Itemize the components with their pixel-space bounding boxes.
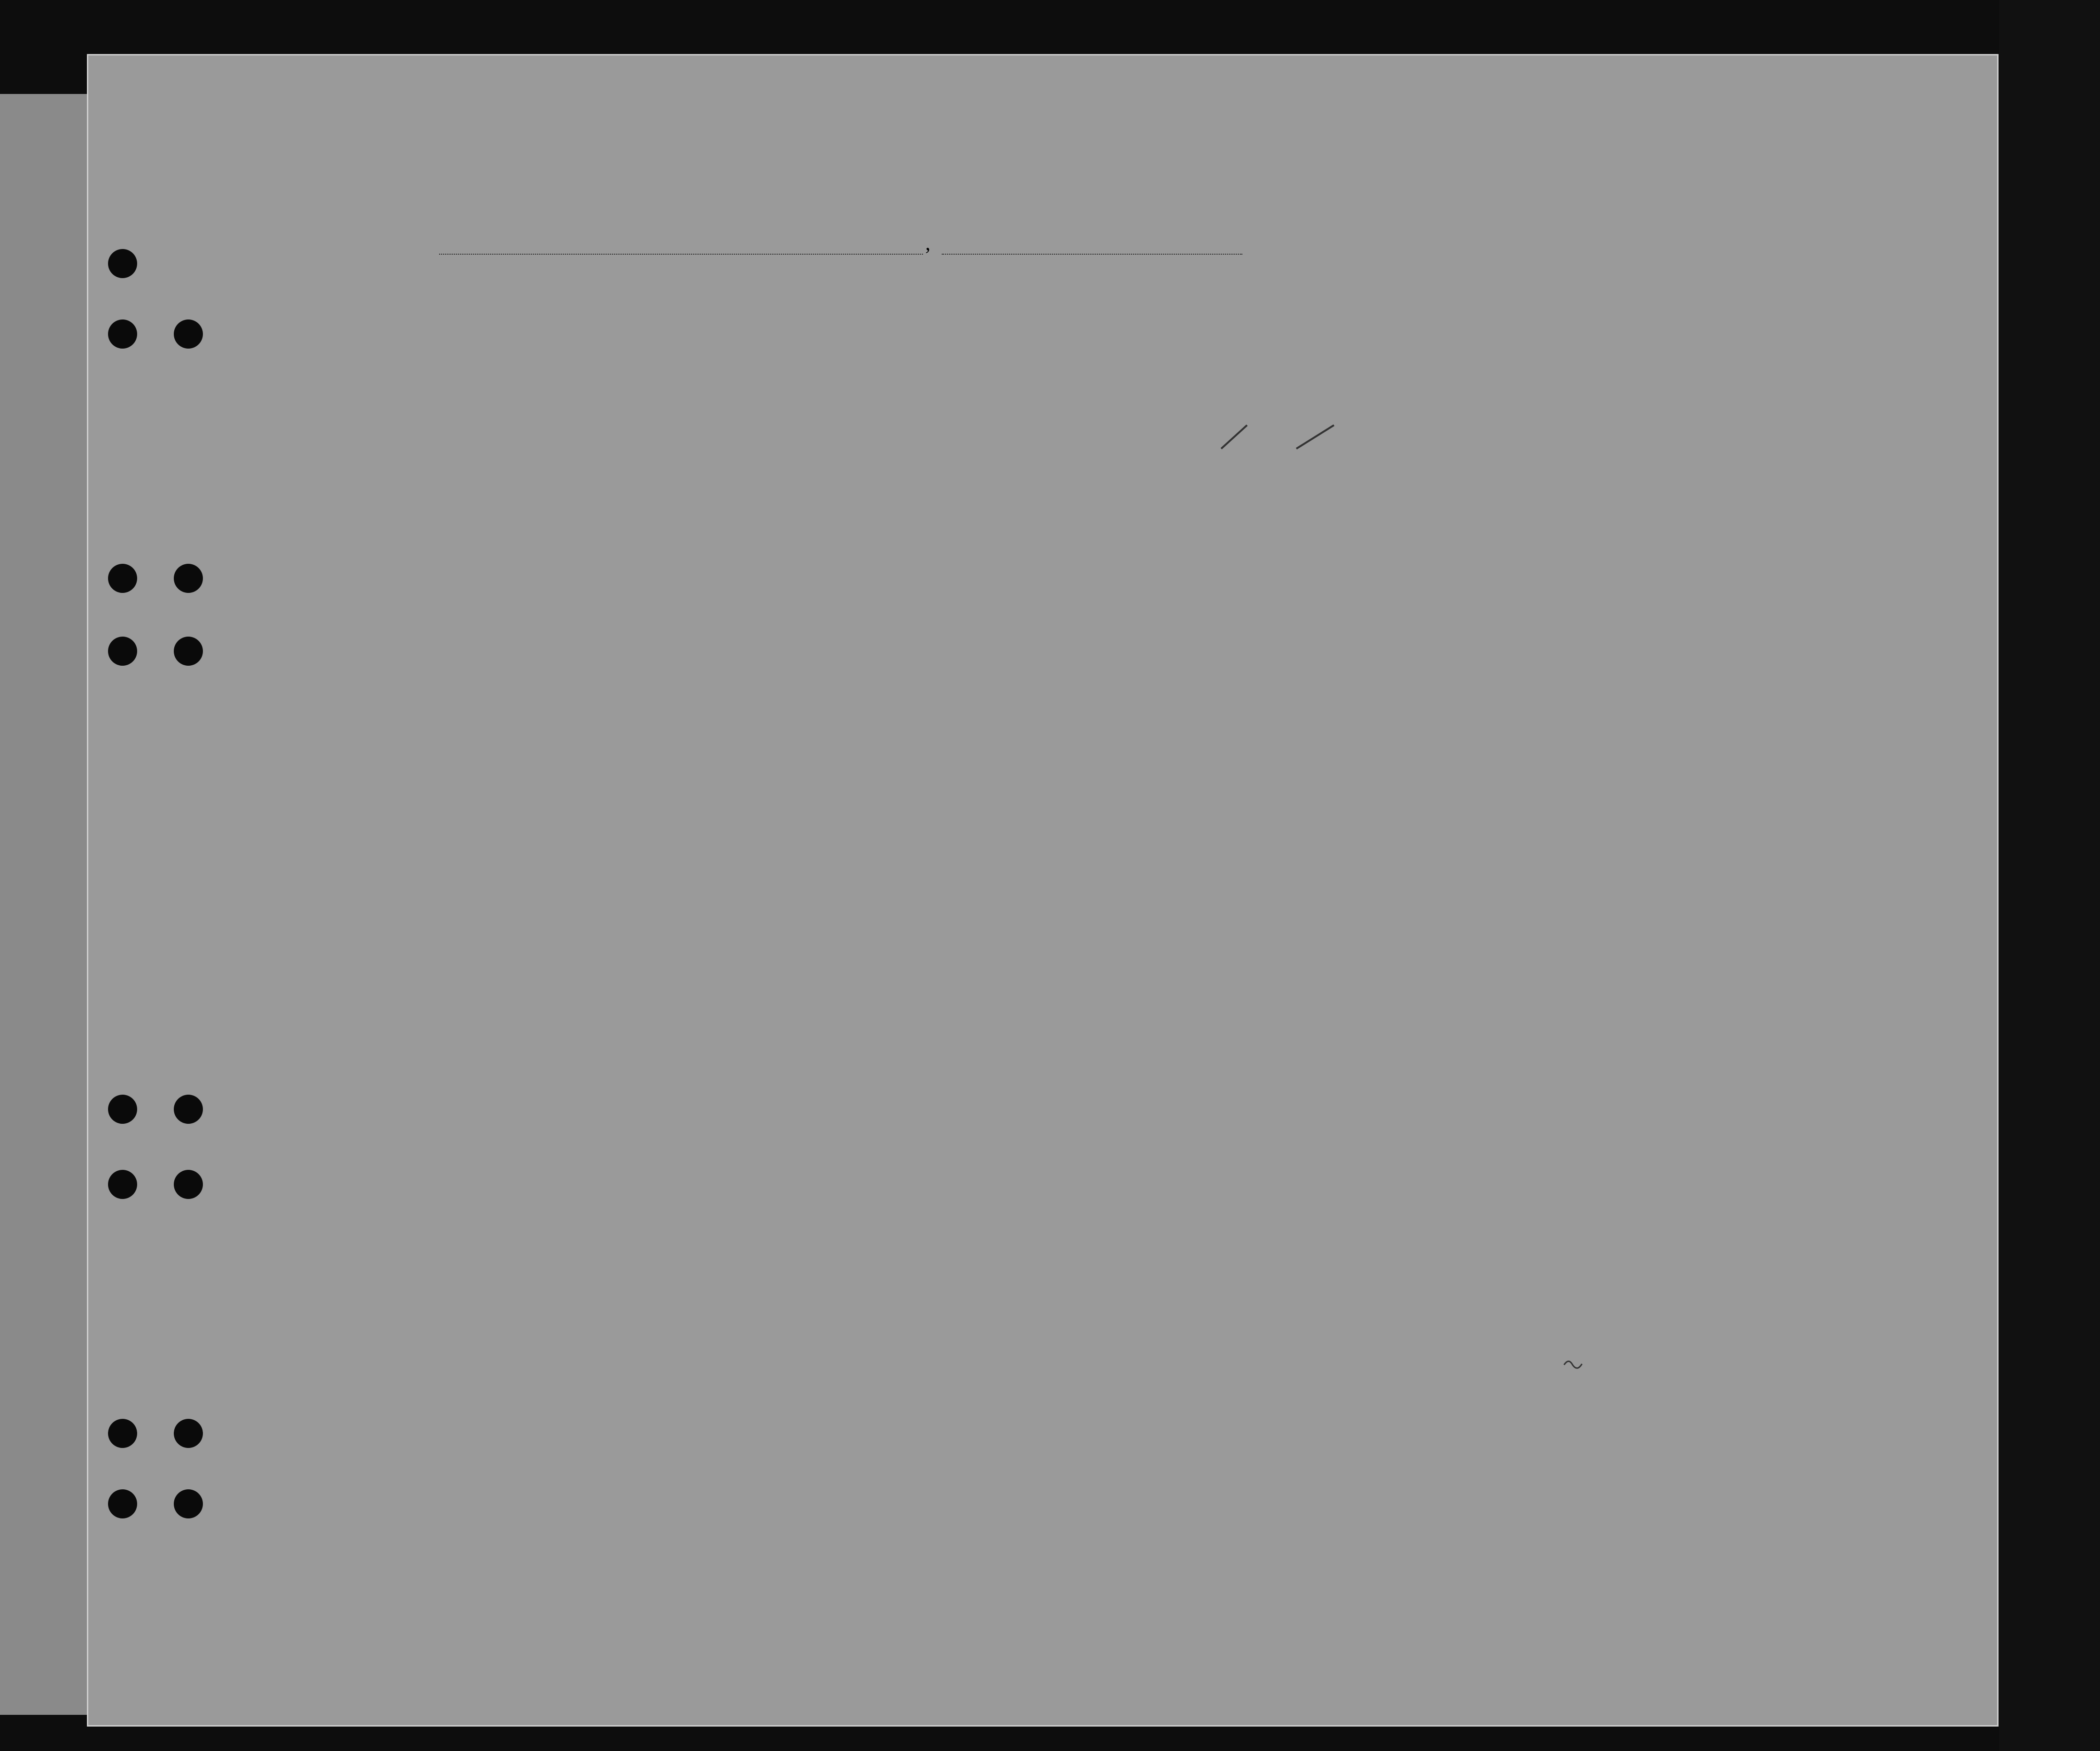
comma-separator: , [925, 232, 930, 255]
right-dark-margin [1999, 0, 2100, 1751]
